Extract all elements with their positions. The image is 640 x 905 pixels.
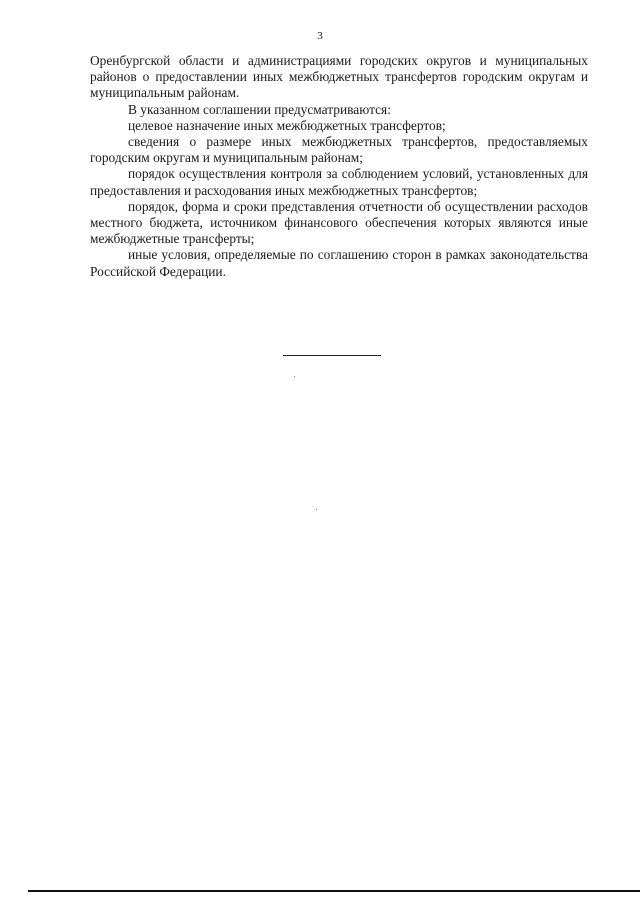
paragraph-item-other: иные условия, определяемые по соглашению сторон в рамках законодательства Российской Федерации. [90,247,588,279]
document-body [90,53,588,280]
scan-speck [316,509,317,510]
end-separator-line [283,355,381,356]
paragraph-intro: В указанном соглашении предусматриваются: [128,101,391,117]
paragraph-item-amount: сведения о размере иных межбюджетных трансфертов, предоставляемых городским округам и муниципальным районам; [90,134,588,166]
page-number: 3 [317,30,323,42]
paragraph-item-purpose: целевое назначение иных межбюджетных трансфертов; [128,117,446,133]
paragraph-item-control: порядок осуществления контроля за соблюдением условий, установленных для предоставления и расходования иных межбюджетных трансфертов; [90,166,588,198]
paragraph-item-reporting: порядок, форма и сроки представления отчетности об осуществлении расходов местного бюджета, источником финансового обеспечения которых являются иные межбюджетные трансферты; [90,198,588,247]
scan-speck [294,376,295,377]
paragraph-continuation: Оренбургской области и администрациями городских округов и муниципальных районов о предоставлении иных межбюджетных трансфертов городским округам и муниципальным районам. [90,53,588,101]
scan-bottom-edge [28,890,640,892]
